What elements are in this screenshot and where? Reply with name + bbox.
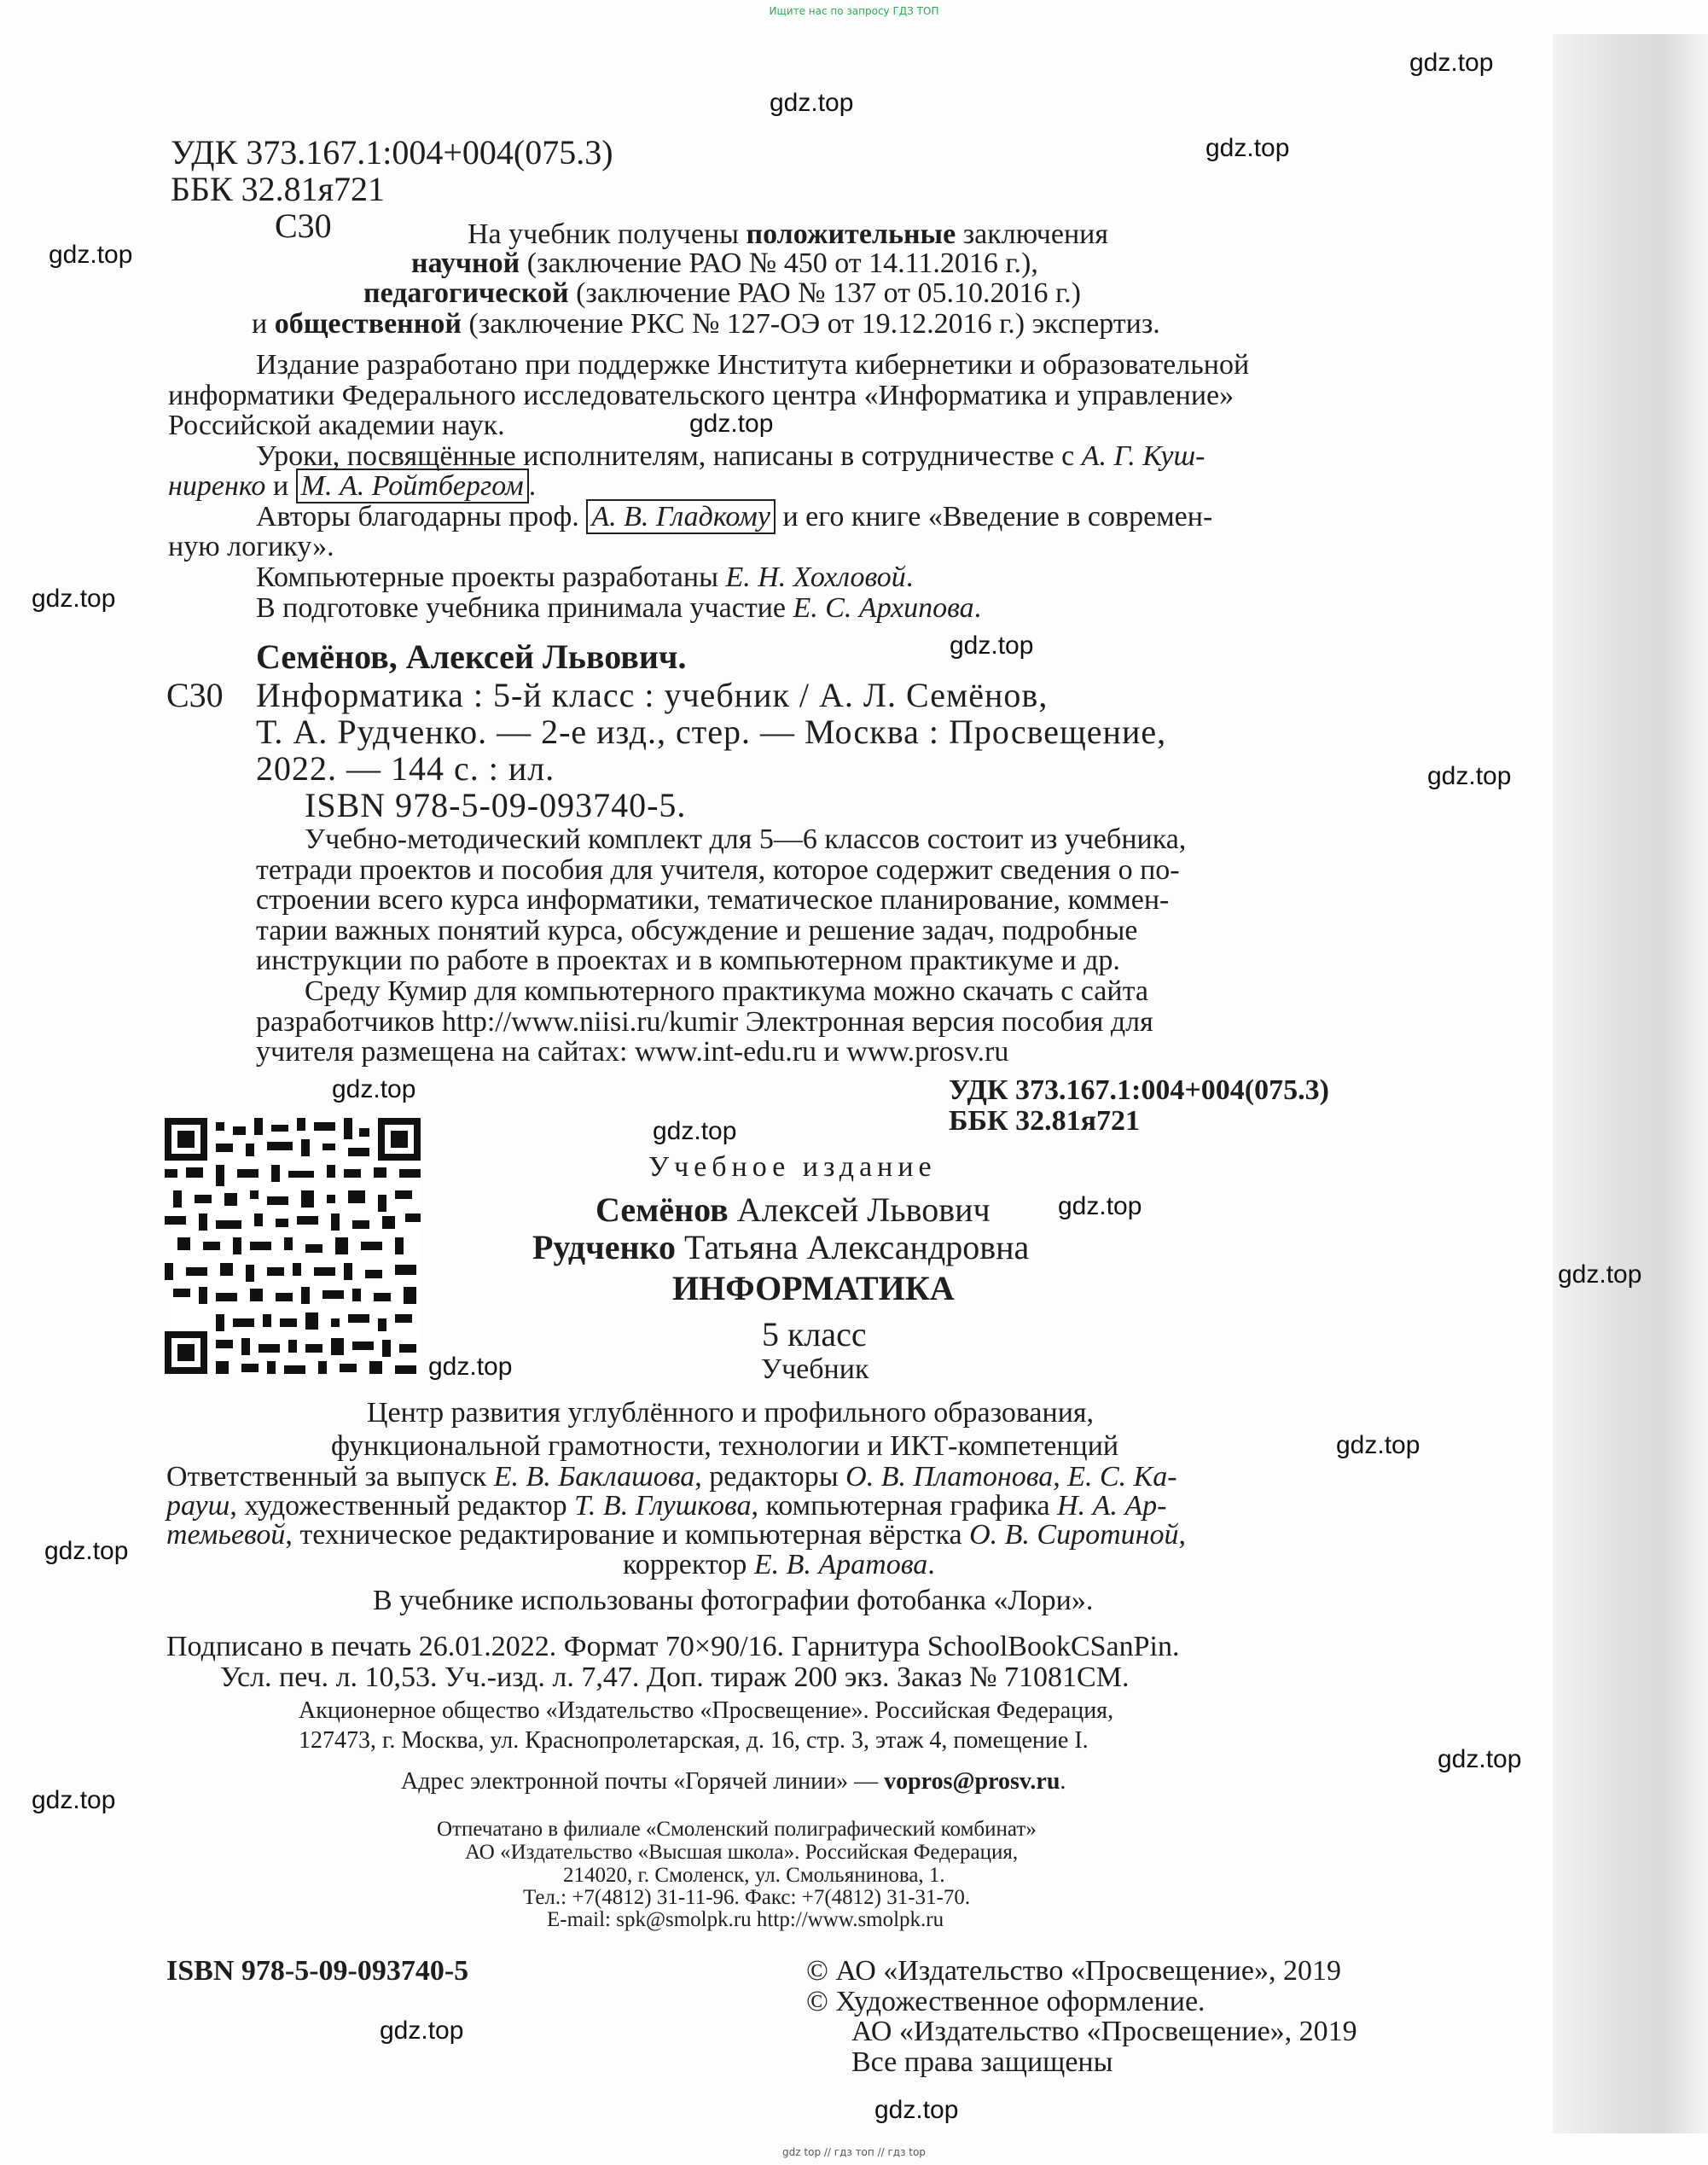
top-note[interactable]: Ищите нас по запросу ГДЗ ТОП — [769, 5, 939, 17]
print-line-1: Подписано в печать 26.01.2022. Формат 70×90/16. Гарнитура SchoolBookCSanPin. — [166, 1631, 1180, 1662]
watermark: gdz.top — [1427, 762, 1512, 790]
footer-copyright-2: © Художественное оформление. — [806, 1986, 1205, 2017]
support-line-2: информатики Федерального исследовательского центра «Информатика и управление» — [168, 380, 1235, 411]
code-header: С30 — [275, 207, 332, 245]
print-line-2: Усл. печ. л. 10,53. Уч.-изд. л. 7,47. Доп. тираж 200 экз. Заказ № 71081СМ. — [220, 1662, 1130, 1693]
approval-line-2: научной (заключение РАО № 450 от 14.11.2016 г.), — [411, 247, 1038, 279]
watermark: gdz.top — [1058, 1192, 1142, 1220]
edition-author-2: Рудченко Татьяна Александровна — [532, 1228, 1030, 1266]
support-line-9: В подготовке учебника принимала участие Е. С. Архипова. — [256, 592, 982, 624]
support-line-6: Авторы благодарны проф. А. В. Гладкому и его книге «Введение в современ- — [256, 501, 1213, 533]
print-line-4: 127473, г. Москва, ул. Краснопролетарская, д. 16, стр. 3, этаж 4, помещение I. — [299, 1727, 1089, 1754]
support-line-5: ниренко и М. А. Ройтбергом . — [168, 470, 537, 502]
watermark: gdz.top — [689, 410, 774, 438]
support-line-8: Компьютерные проекты разработаны Е. Н. Хохловой. — [256, 562, 914, 593]
credits-line-1: Ответственный за выпуск Е. В. Баклашова, редакторы О. В. Платонова, Е. С. Ка- — [166, 1461, 1177, 1493]
watermark: gdz.top — [1336, 1431, 1420, 1459]
printer-line-4: Тел.: +7(4812) 31-11-96. Факс: +7(4812) 31-31-70. — [523, 1886, 971, 1909]
page-edge-shadow — [1553, 34, 1708, 2133]
credits-line-3: темьевой, техническое редактирование и компьютерная вёрстка О. В. Сиротиной, — [166, 1519, 1187, 1551]
biblio-udk: УДК 373.167.1:004+004(075.3) — [949, 1074, 1329, 1106]
biblio-isbn: ISBN 978-5-09-093740-5. — [305, 786, 687, 824]
watermark: gdz.top — [49, 241, 133, 269]
footer-copyright-1: © АО «Издательство «Просвещение», 2019 — [806, 1955, 1342, 1987]
watermark: gdz.top — [380, 2017, 464, 2045]
footer-copyright-3: АО «Издательство «Просвещение», 2019 — [851, 2016, 1357, 2047]
credits-line-4: корректор Е. В. Аратова. — [623, 1549, 935, 1580]
biblio-desc-7: разработчиков http://www.niisi.ru/kumir Электронная версия пособия для — [256, 1006, 1153, 1038]
watermark: gdz.top — [32, 585, 116, 613]
watermark: gdz.top — [770, 89, 854, 117]
biblio-line-1: Информатика : 5-й класс : учебник / А. Л. Семёнов, — [256, 676, 1049, 714]
watermark: gdz.top — [1205, 134, 1290, 162]
biblio-desc-8: учителя размещена на сайтах: www.int-edu.ru и www.prosv.ru — [256, 1036, 1009, 1068]
watermark: gdz.top — [428, 1353, 513, 1381]
edition-kind: Учебник — [761, 1353, 869, 1385]
approval-line-4: и общественной (заключение РКС № 127-ОЭ от 19.12.2016 г.) экспертиз. — [252, 308, 1160, 340]
biblio-desc-2: тетради проектов и пособия для учителя, которое содержит сведения о по- — [256, 854, 1180, 886]
footer-isbn: ISBN 978-5-09-093740-5 — [166, 1955, 469, 1987]
print-line-3: Акционерное общество «Издательство «Просвещение». Российская Федерация, — [299, 1697, 1114, 1724]
support-line-4: Уроки, посвящённые исполнителям, написаны в сотрудничестве с А. Г. Куш- — [256, 440, 1205, 472]
credits-photo: В учебнике использованы фотографии фотобанка «Лори». — [373, 1585, 1094, 1616]
credits-line-2: рауш, художественный редактор Т. В. Глушкова, компьютерная графика Н. А. Ар- — [166, 1490, 1167, 1522]
approval-line-1: На учебник получены положительные заключения — [468, 218, 1109, 250]
edition-grade: 5 класс — [762, 1315, 867, 1353]
watermark: gdz.top — [950, 631, 1034, 660]
watermark: gdz.top — [44, 1537, 129, 1565]
biblio-code: С30 — [166, 676, 224, 714]
approval-line-3: педагогической (заключение РАО № 137 от 05.10.2016 г.) — [363, 277, 1081, 309]
watermark: gdz.top — [1558, 1260, 1642, 1289]
biblio-line-3: 2022. — 144 с. : ил. — [256, 749, 555, 788]
watermark: gdz.top — [874, 2096, 959, 2124]
credits-center-1: Центр развития углублённого и профильного образования, — [367, 1397, 1095, 1429]
print-line-5: Адрес электронной почты «Горячей линии» — vopros@prosv.ru. — [401, 1768, 1066, 1795]
printer-line-3: 214020, г. Смоленск, ул. Смольянинова, 1. — [563, 1864, 945, 1887]
biblio-author: Семёнов, Алексей Львович. — [256, 637, 687, 676]
biblio-desc-5: инструкции по работе в проектах и в компьютерном практикуме и др. — [256, 945, 1120, 976]
watermark: gdz.top — [1438, 1745, 1522, 1773]
printer-line-5: E-mail: spk@smolpk.ru http://www.smolpk.ru — [547, 1908, 944, 1931]
support-line-3: Российской академии наук. — [168, 410, 505, 441]
watermark: gdz.top — [653, 1117, 737, 1145]
watermark: gdz.top — [332, 1075, 416, 1103]
biblio-desc-6: Среду Кумир для компьютерного практикума можно скачать с сайта — [305, 975, 1148, 1007]
credits-center-2: функциональной грамотности, технологии и ИКТ-компетенций — [331, 1430, 1119, 1462]
edition-author-1: Семёнов Алексей Львович — [595, 1190, 991, 1229]
support-line-7: ную логику». — [168, 531, 334, 562]
support-line-1: Издание разработано при поддержке Института кибернетики и образовательной — [256, 349, 1250, 381]
bottom-note[interactable]: gdz top // гдз топ // гдз top — [782, 2146, 926, 2158]
biblio-line-2: Т. А. Рудченко. — 2-е изд., стер. — Москва : Просвещение, — [256, 713, 1167, 751]
qr-code[interactable] — [165, 1118, 421, 1374]
printer-line-2: АО «Издательство «Высшая школа». Российская Федерация, — [465, 1841, 1019, 1864]
biblio-desc-4: тарии важных понятий курса, обсуждение и решение задач, подробные — [256, 915, 1138, 946]
footer-rights: Все права защищены — [851, 2046, 1113, 2078]
edition-type: Учебное издание — [648, 1151, 937, 1183]
biblio-bbk: ББК 32.81я721 — [949, 1105, 1141, 1137]
watermark: gdz.top — [1409, 49, 1494, 77]
watermark: gdz.top — [32, 1786, 116, 1814]
udk-header: УДК 373.167.1:004+004(075.3) — [171, 133, 613, 172]
bbk-header: ББК 32.81я721 — [171, 170, 386, 208]
printer-line-1: Отпечатано в филиале «Смоленский полиграфический комбинат» — [437, 1818, 1037, 1841]
biblio-desc-1: Учебно-методический комплект для 5—6 классов состоит из учебника, — [305, 824, 1187, 855]
edition-title: ИНФОРМАТИКА — [672, 1269, 955, 1307]
biblio-desc-3: строении всего курса информатики, тематическое планирование, коммен- — [256, 884, 1170, 916]
